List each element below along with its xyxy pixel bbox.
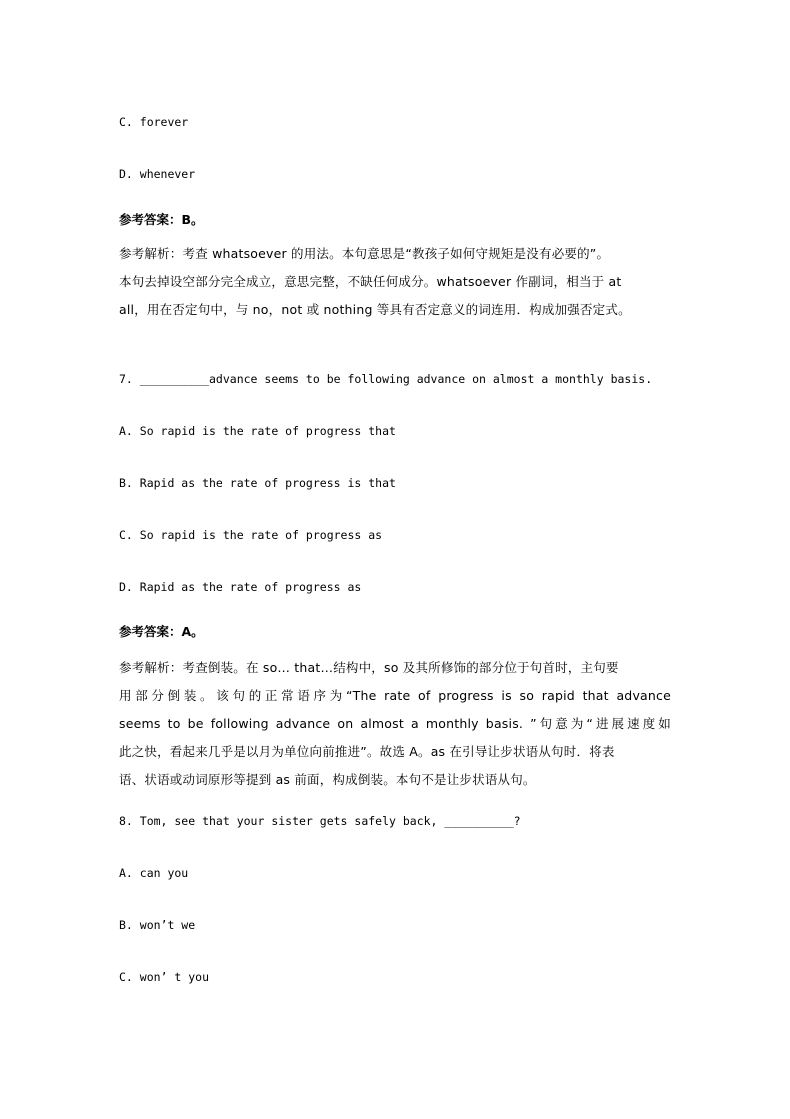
q8-option-a: A. can you (119, 866, 189, 880)
q7-option-a: A. So rapid is the rate of progress that (119, 424, 396, 438)
q6-explanation-line: all，用在否定句中，与 no，not 或 nothing 等具有否定意义的词连用．构成加强否定式。 (119, 302, 631, 317)
q6-option-c: C. forever (119, 115, 189, 129)
q7-explanation-line: 参考解析：考查倒装。在 so… that…结构中，so 及其所修饰的部分位于句首时，主句要 (119, 660, 619, 675)
q8-option-c: C. won’ t you (119, 970, 210, 984)
q7-explanation-line: 语、状语或动词原形等提到 as 前面，构成倒装。本句不是让步状语从句。 (119, 772, 536, 787)
q7-explanation-line: seems to be following advance on almost a monthly basis. ”句意为“进展速度如 (119, 716, 671, 731)
q6-explanation-line: 参考解析：考查 whatsoever 的用法。本句意思是“教孩子如何守规矩是没有必要的”。 (119, 246, 610, 261)
q7-option-d: D. Rapid as the rate of progress as (119, 580, 362, 594)
q6-answer: 参考答案：B。 (119, 212, 204, 227)
q6-explanation-line: 本句去掉设空部分完全成立，意思完整，不缺任何成分。whatsoever 作副词，相当于 at (119, 274, 622, 289)
q6-option-d: D. whenever (119, 167, 196, 181)
q7-question: 7. __________advance seems to be following advance on almost a monthly basis. (119, 372, 653, 386)
q7-option-c: C. So rapid is the rate of progress as (119, 528, 383, 542)
q7-explanation-line: 此之快，看起来几乎是以月为单位向前推进”。故选 A。as 在引导让步状语从句时．将表 (119, 744, 615, 759)
q7-answer: 参考答案：A。 (119, 624, 204, 639)
q7-option-b: B. Rapid as the rate of progress is that (119, 476, 396, 490)
q8-question: 8. Tom, see that your sister gets safely back, __________? (119, 814, 521, 828)
q7-explanation-line: 用部分倒装。该句的正常语序为“The rate of progress is so rapid that advance (119, 688, 671, 703)
q8-option-b: B. won’t we (119, 918, 196, 932)
